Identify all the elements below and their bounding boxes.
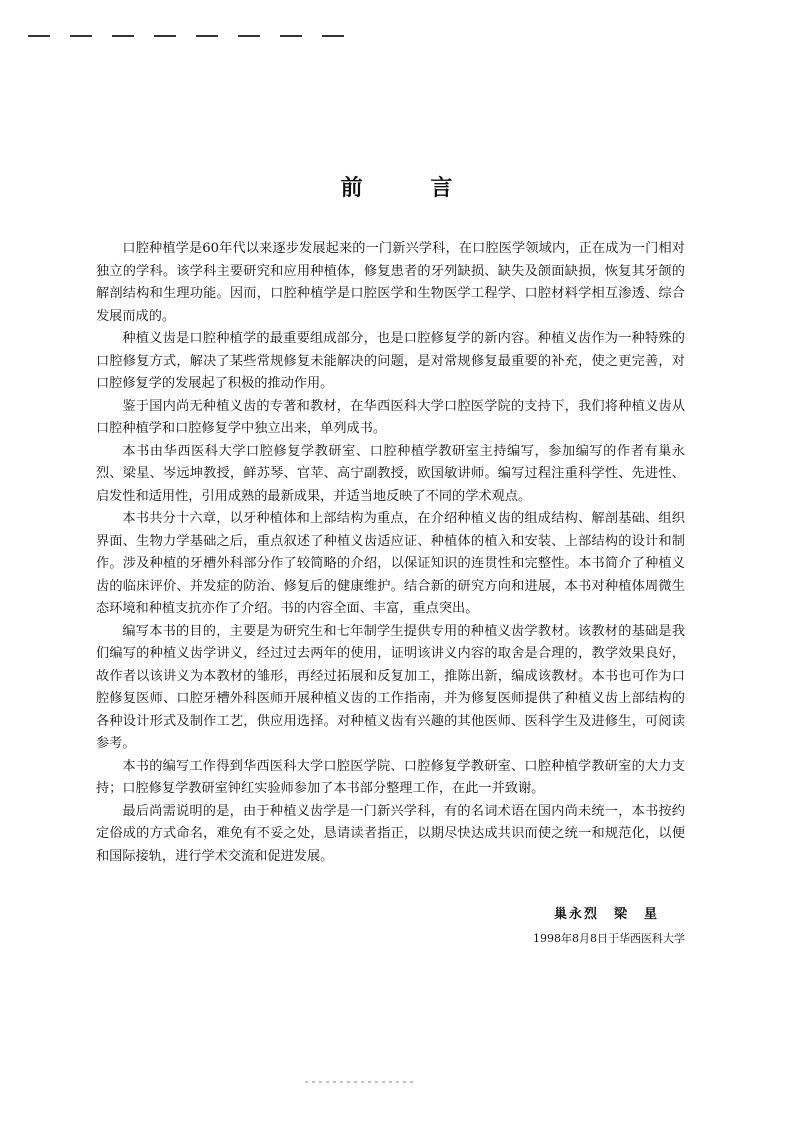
preface-body: [96, 238, 685, 868]
signature-date: 1998年8月8日于华西医科大学: [533, 932, 685, 945]
signature-block: [533, 903, 685, 951]
signature-authors: 巢永烈 梁 星: [553, 907, 659, 922]
page-title: 前 言: [340, 176, 483, 201]
bottom-scan-artifact: [305, 1081, 465, 1085]
paragraph-8: 最后尚需说明的是，由于种植义齿学是一门新兴学科，有的名词术语在国内尚未统一，本书按约定俗成的方式命名，难免有不妥之处，恳请读者指正，以期尽快达成共识而使之统一和规范化，以便和国际接轨，进行学术交流和促进发展。: [96, 803, 685, 864]
paragraph-6: 编写本书的目的，主要是为研究生和七年制学生提供专用的种植义齿学教材。该教材的基础是我们编写的种植义齿学讲义，经过过去两年的使用，证明该讲义内容的取舍是合理的，教学效果良好，故作者以该讲义为本教材的雏形，再经过拓展和反复加工，推陈出新，编成该教材。本书也可作为口腔修复医师、口腔牙槽外科医师开展种植义齿的工作指南，并为修复医师提供了种植义齿上部结构的各种设计形式及制作工艺，供应用选择。对种植义齿有兴趣的其他医师、医科学生及进修生，可阅读参考。: [96, 623, 685, 751]
paragraph-3: 鉴于国内尚无种植义齿的专著和教材，在华西医科大学口腔医学院的支持下，我们将种植义齿从口腔种植学和口腔修复学中独立出来，单列成书。: [96, 398, 685, 436]
paragraph-2: 种植义齿是口腔种植学的最重要组成部分，也是口腔修复学的新内容。种植义齿作为一种特殊的口腔修复方式，解决了某些常规修复未能解决的问题，是对常规修复最重要的补充，使之更完善，对口腔修复学的发展起了积极的推动作用。: [96, 331, 685, 391]
paragraph-7: 本书的编写工作得到华西医科大学口腔医学院、口腔修复学教研室、口腔种植学教研室的大力支持；口腔修复学教研室钟红实验师参加了本书部分整理工作，在此一并致谢。: [96, 758, 685, 796]
top-edge-dashes: [28, 35, 368, 39]
paragraph-1: 口腔种植学是60年代以来逐步发展起来的一门新兴学科，在口腔医学领域内，正在成为一门相对独立的学科。该学科主要研究和应用种植体，修复患者的牙列缺损、缺失及颌面缺损，恢复其牙颌的解剖结构和生理功能。因而，口腔种植学是口腔医学和生物医学工程学、口腔材料学相互渗透、综合发展而成的。: [96, 241, 685, 324]
paragraph-4: 本书由华西医科大学口腔修复学教研室、口腔种植学教研室主持编写，参加编写的作者有巢永烈、梁星、岑远坤教授，鲜苏琴、官苹、高宁副教授，欧国敏讲师。编写过程注重科学性、先进性、启发性和适用性，引用成熟的最新成果，并适当地反映了不同的学术观点。: [96, 443, 685, 504]
paragraph-5: 本书共分十六章，以牙种植体和上部结构为重点，在介绍种植义齿的组成结构、解剖基础、组织界面、生物力学基础之后，重点叙述了种植义齿适应证、种植体的植入和安装、上部结构的设计和制作。涉及种植的牙槽外科部分作了较简略的介绍，以保证知识的连贯性和完整性。本书简介了种植义齿的临床评价、并发症的防治、修复后的健康维护。结合新的研究方向和进展，本书对种植体周微生态环境和种植支抗亦作了介绍。书的内容全面、丰富，重点突出。: [96, 511, 685, 616]
